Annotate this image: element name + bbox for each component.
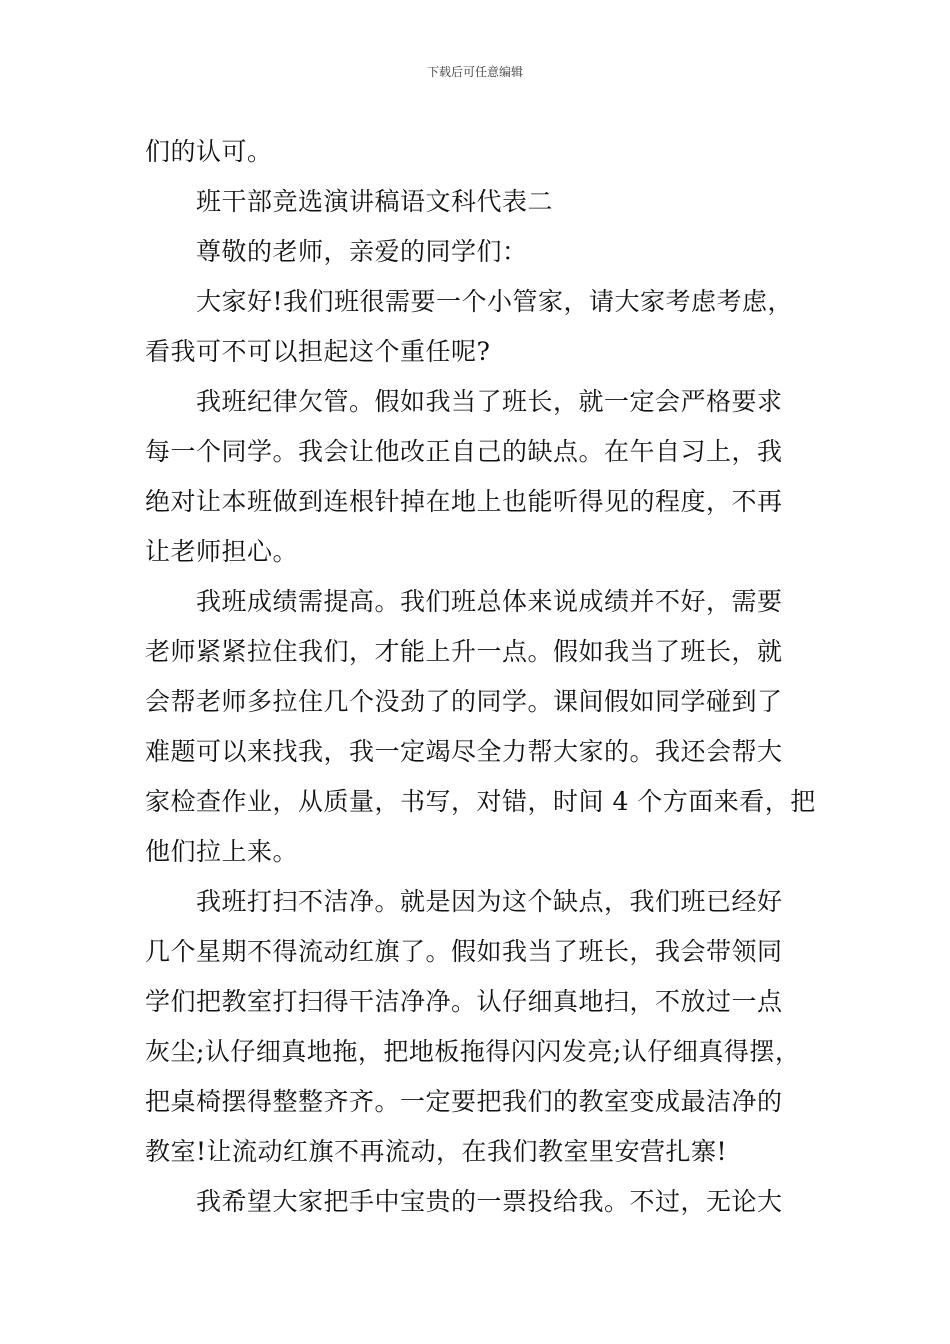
text-line: 班干部竞选演讲稿语文科代表二: [196, 187, 554, 216]
text-line: 家检查作业，从质量，书写，对错，时间 4 个方面来看，把: [145, 787, 816, 816]
page-header: 下载后可任意编辑: [426, 65, 523, 79]
text-line: 尊敬的老师，亲爱的同学们：: [196, 237, 528, 266]
text-line: 绝对让本班做到连根针掉在地上也能听得见的程度，不再: [145, 487, 783, 516]
text-line: 我班成绩需提高。我们班总体来说成绩并不好，需要: [196, 587, 783, 616]
text-line: 难题可以来找我，我一定竭尽全力帮大家的。我还会帮大: [145, 737, 783, 766]
text-line: 我希望大家把手中宝贵的一票投给我。不过，无论大: [196, 1187, 783, 1216]
text-line: 把桌椅摆得整整齐齐。一定要把我们的教室变成最洁净的: [145, 1087, 783, 1116]
text-line: 们的认可。: [145, 137, 273, 166]
text-line: 学们把教室打扫得干洁净净。认仔细真地扫，不放过一点: [145, 987, 783, 1016]
text-line: 教室!让流动红旗不再流动，在我们教室里安营扎寨!: [145, 1137, 728, 1166]
text-line: 让老师担心。: [145, 537, 299, 566]
text-line: 每一个同学。我会让他改正自己的缺点。在午自习上，我: [145, 437, 783, 466]
text-line: 大家好!我们班很需要一个小管家，请大家考虑考虑，: [196, 287, 794, 316]
text-line: 灰尘;认仔细真地拖，把地板拖得闪闪发亮;认仔细真得摆，: [145, 1037, 801, 1066]
text-line: 我班纪律欠管。假如我当了班长，就一定会严格要求: [196, 387, 783, 416]
document-body: [145, 127, 816, 1227]
text-line: 老师紧紧拉住我们，才能上升一点。假如我当了班长，就: [145, 637, 783, 666]
text-line: 他们拉上来。: [145, 837, 299, 866]
text-line: 几个星期不得流动红旗了。假如我当了班长，我会带领同: [145, 937, 783, 966]
text-line: 会帮老师多拉住几个没劲了的同学。课间假如同学碰到了: [145, 687, 783, 716]
text-line: 我班打扫不洁净。就是因为这个缺点，我们班已经好: [196, 887, 783, 916]
text-line: 看我可不可以担起这个重任呢?: [145, 337, 491, 366]
